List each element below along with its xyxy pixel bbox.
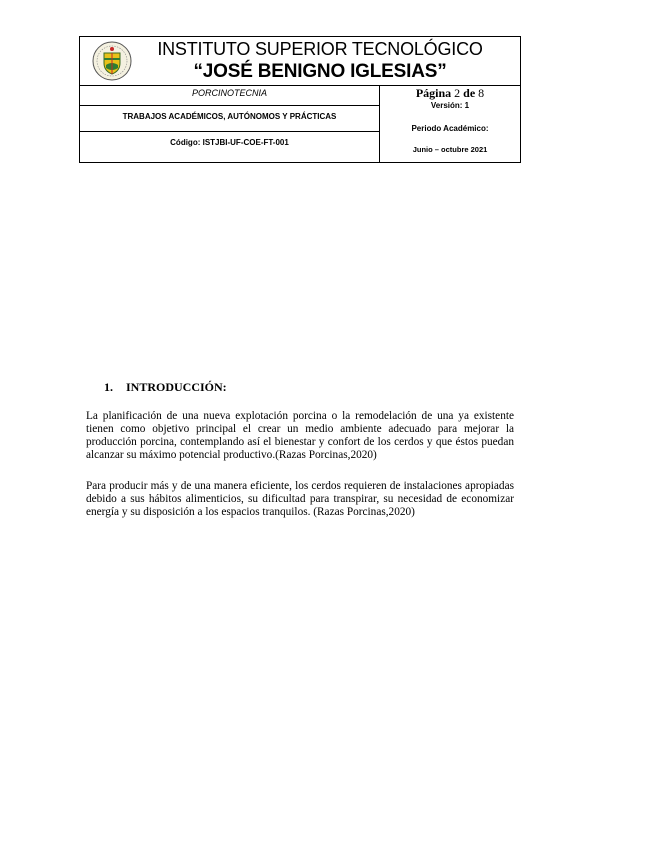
- header-title-row: [80, 37, 520, 86]
- subject-label: PORCINOTECNIA: [191, 88, 267, 98]
- page-label: Página: [415, 86, 452, 100]
- header-right-column: [380, 85, 520, 162]
- page-current: 2: [454, 86, 461, 100]
- institution-seal-icon: [92, 41, 132, 81]
- institution-subname: “JOSÉ BENIGNO IGLESIAS”: [193, 61, 447, 82]
- doc-type-cell: [80, 106, 379, 132]
- page-total: 8: [478, 86, 485, 100]
- period-label: Periodo Académico:: [411, 124, 489, 133]
- code-label: Código: ISTJBI-UF-COE-FT-001: [170, 138, 289, 147]
- page-indicator: [380, 86, 520, 101]
- paragraph: Para producir más y de una manera eficiente, los cerdos requieren de instalaciones apropiadas debido a sus hábitos alimenticios, su dificultad para transpirar, su necesidad de economizar energía y su disposición a los espacios tranquilos. (Razas Porcinas,2020): [86, 480, 514, 518]
- paragraph: La planificación de una nueva explotación porcina o la remodelación de una ya existente tienen como objetivo principal el crear un medio ambiente adecuado para mejorar la producción porcina, contemplando así el bienestar y confort de los cerdos y que éstos puedan alcanzar su máximo potencial productivo.(Razas Porcinas,2020): [86, 410, 514, 461]
- doc-type-label: TRABAJOS ACADÉMICOS, AUTÓNOMOS Y PRÁCTICAS: [122, 112, 337, 121]
- section-title: INTRODUCCIÓN:: [126, 380, 227, 394]
- subject-cell: [80, 85, 379, 106]
- version-label: Versión: 1: [430, 101, 470, 110]
- section-number: 1.: [104, 380, 113, 394]
- header-left-column: [80, 85, 380, 162]
- code-cell: [80, 132, 379, 162]
- page-of: de: [463, 86, 476, 100]
- section-heading: [104, 380, 227, 395]
- institution-name: INSTITUTO SUPERIOR TECNOLÓGICO: [157, 39, 483, 59]
- period-value: Junio – octubre 2021: [412, 145, 488, 154]
- document-header: [79, 36, 521, 163]
